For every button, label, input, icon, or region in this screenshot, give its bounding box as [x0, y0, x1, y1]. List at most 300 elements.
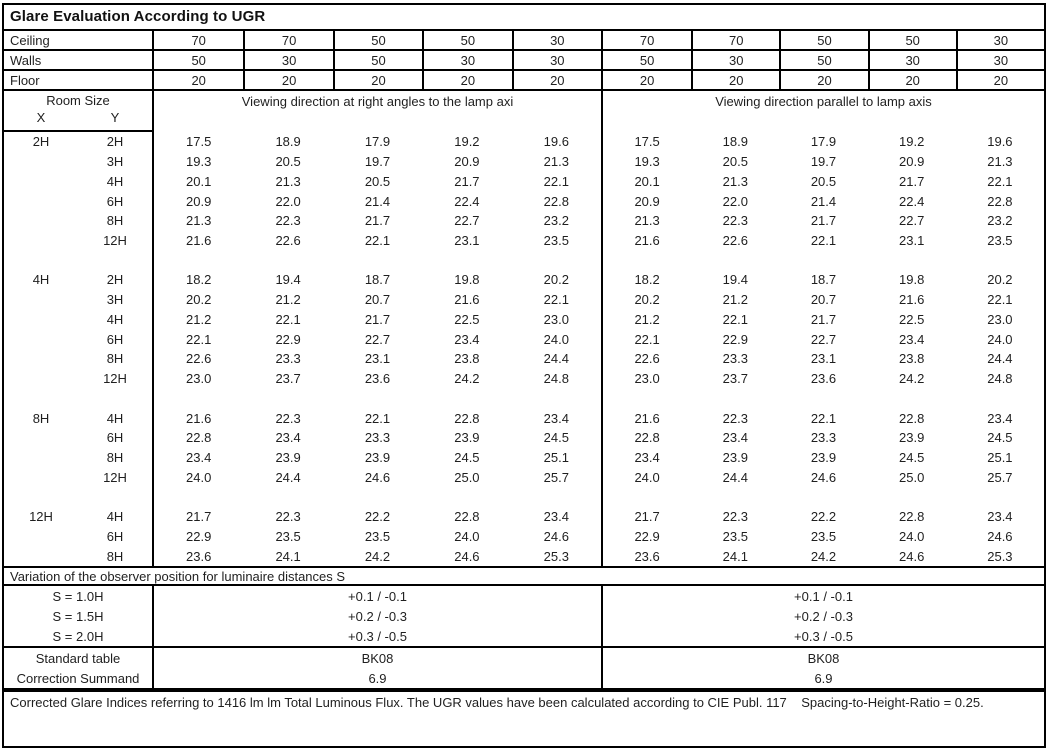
ugr-value: 22.8 [454, 410, 480, 426]
ugr-value: 22.6 [722, 232, 748, 248]
ugr-row [4, 428, 1044, 448]
ugr-values-left [152, 270, 601, 290]
room-y-value: 6H [106, 528, 124, 544]
ugr-value: 22.3 [275, 213, 301, 229]
ugr-value: 21.2 [275, 292, 301, 308]
ugr-values-left [152, 152, 601, 172]
ugr-values-right [601, 507, 1044, 527]
ugr-row [4, 191, 1044, 211]
ugr-row [4, 527, 1044, 547]
ugr-values-right [601, 270, 1044, 290]
ugr-values-grid [4, 132, 1044, 566]
s-distance-label: S = 1.5H [52, 608, 104, 624]
ugr-value: 22.1 [987, 292, 1013, 308]
ugr-value: 23.5 [722, 528, 748, 544]
summary-value-right: 6.9 [601, 668, 1044, 688]
ugr-value: 22.5 [899, 311, 925, 327]
ugr-value: 23.0 [543, 311, 569, 327]
ugr-value: 23.7 [275, 371, 301, 387]
room-x-value [4, 191, 78, 211]
room-size-cells [4, 546, 152, 566]
ugr-value: 23.8 [899, 351, 925, 367]
room-y-value: 6H [106, 193, 124, 209]
ugr-values-right [601, 231, 1044, 251]
room-x-value: 8H [32, 410, 50, 426]
ugr-value: 20.2 [543, 272, 569, 288]
room-size-cells [4, 428, 152, 448]
ugr-values-right [601, 132, 1044, 152]
ugr-values-left [152, 191, 601, 211]
ugr-values-left [152, 290, 601, 310]
ugr-value: 24.1 [275, 548, 301, 564]
ugr-row [4, 369, 1044, 389]
ugr-value: 24.1 [722, 548, 748, 564]
ugr-value: 23.2 [543, 213, 569, 229]
ugr-values-left [152, 448, 601, 468]
viewing-direction-right-angles-header: Viewing direction at right angles to the lamp axi [152, 91, 601, 132]
ugr-value: 24.8 [543, 371, 569, 387]
ugr-value: 19.8 [899, 272, 925, 288]
room-size-cells [4, 250, 152, 270]
room-y-value: 6H [106, 430, 124, 446]
room-x-value [4, 310, 78, 330]
room-y-value: 4H [106, 410, 124, 426]
surface-value: 30 [956, 51, 1044, 69]
room-y-value: 6H [106, 331, 124, 347]
room-y-value: 3H [106, 292, 124, 308]
surface-value: 50 [868, 31, 956, 49]
ugr-value: 23.3 [275, 351, 301, 367]
room-y-value: 4H [106, 509, 124, 525]
ugr-value: 20.1 [186, 173, 212, 189]
ugr-value: 23.6 [810, 371, 837, 387]
ugr-value: 25.0 [454, 469, 480, 485]
surface-value: 30 [956, 31, 1044, 49]
s-variation-right: +0.3 / -0.5 [601, 626, 1044, 646]
room-x-value: 2H [32, 134, 50, 150]
surface-value: 50 [779, 31, 867, 49]
s-distance-row [4, 606, 1044, 626]
ugr-value: 23.6 [186, 548, 212, 564]
surface-value: 20 [956, 71, 1044, 89]
ugr-row [4, 408, 1044, 428]
ugr-value: 20.9 [454, 154, 480, 170]
ugr-value: 24.6 [364, 469, 391, 485]
ugr-value: 23.9 [722, 449, 748, 465]
s-variation-right: +0.1 / -0.1 [601, 586, 1044, 606]
surface-value: 70 [243, 31, 332, 49]
surface-values-left [152, 71, 601, 89]
room-y-value: 8H [106, 449, 124, 465]
ugr-value: 25.7 [987, 469, 1013, 485]
variation-heading: Variation of the observer position for luminaire distances S [4, 566, 1044, 586]
ugr-value: 19.6 [543, 134, 569, 150]
ugr-values-left [152, 349, 601, 369]
ugr-value: 22.1 [275, 311, 301, 327]
room-size-header [4, 91, 152, 132]
summary-value-left: 6.9 [152, 668, 601, 688]
room-size-cells [4, 467, 152, 487]
ugr-value: 21.6 [634, 410, 660, 426]
ugr-value: 23.4 [722, 430, 748, 446]
ugr-value: 23.5 [810, 528, 837, 544]
room-y-value: 12H [103, 469, 127, 485]
ugr-value: 25.3 [543, 548, 569, 564]
room-size-cells [4, 270, 152, 290]
room-size-cells [4, 171, 152, 191]
viewing-direction-parallel-header: Viewing direction parallel to lamp axis [601, 91, 1044, 132]
ugr-value: 23.1 [899, 232, 925, 248]
ugr-value: 23.4 [186, 449, 212, 465]
ugr-value: 22.8 [899, 410, 925, 426]
ugr-value: 22.9 [634, 528, 660, 544]
room-y-value: 2H [106, 134, 124, 150]
ugr-value: 19.2 [454, 134, 480, 150]
ugr-value: 22.2 [810, 509, 837, 525]
ugr-value: 24.0 [899, 528, 925, 544]
ugr-values-right [601, 349, 1044, 369]
ugr-value: 21.6 [186, 232, 212, 248]
s-distance-label: S = 1.0H [52, 588, 104, 604]
room-y-value: 3H [106, 154, 124, 170]
ugr-row [4, 349, 1044, 369]
ugr-value: 21.6 [186, 410, 212, 426]
room-y-value: 8H [106, 351, 124, 367]
ugr-value: 22.3 [275, 410, 301, 426]
ugr-value: 21.3 [543, 154, 569, 170]
room-x-value [4, 211, 78, 231]
ugr-value: 23.9 [454, 430, 480, 446]
ugr-value: 22.9 [722, 331, 748, 347]
room-x-value [4, 231, 78, 251]
ugr-values-left [152, 546, 601, 566]
ugr-values-right [601, 388, 1044, 408]
ugr-value: 21.2 [722, 292, 748, 308]
room-size-label: Room Size [46, 93, 110, 108]
summary-value-right: BK08 [601, 648, 1044, 668]
surface-values-left [152, 31, 601, 49]
ugr-value: 23.1 [454, 232, 480, 248]
ugr-value: 22.7 [364, 331, 391, 347]
room-size-cells [4, 448, 152, 468]
summary-row [4, 648, 1044, 668]
ugr-value: 23.2 [987, 213, 1013, 229]
ugr-value: 20.7 [364, 292, 391, 308]
ugr-value: 22.3 [722, 410, 748, 426]
ugr-value: 25.3 [987, 548, 1013, 564]
surface-value: 20 [333, 71, 422, 89]
ugr-value: 21.2 [186, 311, 212, 327]
ugr-row [4, 132, 1044, 152]
ugr-row [4, 310, 1044, 330]
ugr-values-right [601, 211, 1044, 231]
ugr-values-left [152, 408, 601, 428]
room-size-cells [4, 310, 152, 330]
ugr-value: 22.1 [543, 173, 569, 189]
room-x-value [4, 329, 78, 349]
surface-value: 50 [333, 31, 422, 49]
ugr-value: 23.3 [722, 351, 748, 367]
ugr-value: 23.6 [634, 548, 660, 564]
ugr-value: 21.6 [634, 232, 660, 248]
ugr-value: 21.6 [899, 292, 925, 308]
ugr-row [4, 467, 1044, 487]
ugr-value: 24.0 [186, 469, 212, 485]
s-distance-label: S = 2.0H [52, 628, 104, 644]
room-x-value [4, 369, 78, 389]
ugr-value: 19.7 [364, 154, 391, 170]
surface-value: 30 [422, 51, 511, 69]
ugr-values-right [601, 487, 1044, 507]
room-y-value: 12H [103, 232, 127, 248]
s-variation-left: +0.2 / -0.3 [152, 606, 601, 626]
surface-values-right [601, 71, 1044, 89]
ugr-value: 21.4 [364, 193, 391, 209]
room-x-value [4, 152, 78, 172]
ugr-value: 21.7 [364, 213, 391, 229]
ugr-value: 23.4 [543, 410, 569, 426]
ugr-value: 22.8 [899, 509, 925, 525]
ugr-value: 21.7 [810, 311, 837, 327]
ugr-value: 21.3 [186, 213, 212, 229]
ugr-value: 22.7 [454, 213, 480, 229]
surface-value: 20 [779, 71, 867, 89]
ugr-value: 22.1 [543, 292, 569, 308]
room-size-cells [4, 191, 152, 211]
ugr-value: 20.2 [634, 292, 660, 308]
spacer-row [4, 487, 1044, 507]
ugr-value: 21.4 [810, 193, 837, 209]
room-size-cells [4, 152, 152, 172]
surface-row-walls [4, 51, 1044, 71]
ugr-value: 22.3 [275, 509, 301, 525]
ugr-value: 23.4 [987, 410, 1013, 426]
ugr-value: 24.5 [543, 430, 569, 446]
ugr-value: 18.2 [186, 272, 212, 288]
ugr-value: 24.5 [987, 430, 1013, 446]
surface-value: 30 [512, 31, 601, 49]
x-axis-label: X [36, 110, 46, 125]
ugr-value: 24.4 [987, 351, 1013, 367]
ugr-value: 20.7 [810, 292, 837, 308]
ugr-value: 22.8 [186, 430, 212, 446]
surface-value: 50 [333, 51, 422, 69]
ugr-row [4, 329, 1044, 349]
ugr-value: 23.9 [810, 449, 837, 465]
s-variation-right: +0.2 / -0.3 [601, 606, 1044, 626]
surface-label: Walls [10, 52, 42, 68]
room-x-value: 12H [29, 509, 53, 525]
ugr-value: 19.2 [899, 134, 925, 150]
surface-row-ceiling [4, 31, 1044, 51]
ugr-value: 22.9 [275, 331, 301, 347]
ugr-value: 22.9 [186, 528, 212, 544]
ugr-value: 22.1 [810, 232, 837, 248]
s-variation-left: +0.3 / -0.5 [152, 626, 601, 646]
surface-label: Floor [10, 72, 40, 88]
ugr-row [4, 290, 1044, 310]
ugr-value: 20.9 [186, 193, 212, 209]
ugr-values-left [152, 527, 601, 547]
ugr-value: 19.4 [722, 272, 748, 288]
ugr-value: 22.0 [275, 193, 301, 209]
observer-variation-block [4, 586, 1044, 648]
ugr-value: 23.4 [634, 449, 660, 465]
ugr-value: 20.5 [275, 154, 301, 170]
ugr-value: 21.3 [987, 154, 1013, 170]
table-title: Glare Evaluation According to UGR [4, 5, 1044, 31]
room-size-cells [4, 487, 152, 507]
ugr-value: 23.4 [543, 509, 569, 525]
summary-block [4, 648, 1044, 688]
ugr-values-left [152, 231, 601, 251]
ugr-values-left [152, 211, 601, 231]
ugr-value: 23.8 [454, 351, 480, 367]
ugr-value: 23.9 [275, 449, 301, 465]
surface-value: 70 [191, 32, 206, 48]
ugr-value: 22.3 [722, 213, 748, 229]
spacer-row [4, 388, 1044, 408]
surface-row-floor [4, 71, 1044, 91]
ugr-value: 21.7 [364, 311, 391, 327]
surface-value: 50 [422, 31, 511, 49]
ugr-value: 25.1 [543, 449, 569, 465]
spacer-row [4, 250, 1044, 270]
ugr-values-right [601, 546, 1044, 566]
ugr-value: 21.7 [899, 173, 925, 189]
surface-value: 30 [868, 51, 956, 69]
room-size-cells [4, 211, 152, 231]
summary-value-left: BK08 [152, 648, 601, 668]
ugr-value: 23.1 [364, 351, 391, 367]
ugr-values-right [601, 171, 1044, 191]
ugr-value: 22.7 [810, 331, 837, 347]
ugr-values-left [152, 250, 601, 270]
ugr-value: 22.8 [634, 430, 660, 446]
surface-value: 30 [243, 51, 332, 69]
ugr-value: 23.5 [364, 528, 391, 544]
ugr-values-right [601, 369, 1044, 389]
room-x-value [4, 527, 78, 547]
ugr-value: 23.4 [275, 430, 301, 446]
ugr-value: 18.2 [634, 272, 660, 288]
ugr-value: 21.3 [722, 173, 748, 189]
ugr-value: 20.2 [186, 292, 212, 308]
ugr-value: 21.2 [634, 311, 660, 327]
ugr-value: 22.1 [634, 331, 660, 347]
ugr-values-left [152, 329, 601, 349]
ugr-values-right [601, 527, 1044, 547]
ugr-value: 24.8 [987, 371, 1013, 387]
room-y-value: 12H [103, 371, 127, 387]
ugr-values-left [152, 428, 601, 448]
ugr-value: 20.5 [364, 173, 391, 189]
ugr-value: 23.1 [810, 351, 837, 367]
room-x-value [4, 467, 78, 487]
ugr-value: 21.7 [186, 509, 212, 525]
room-x-value [4, 349, 78, 369]
ugr-value: 25.7 [543, 469, 569, 485]
ugr-value: 25.0 [899, 469, 925, 485]
ugr-value: 24.6 [454, 548, 480, 564]
surface-value: 20 [639, 72, 655, 88]
ugr-value: 22.4 [899, 193, 925, 209]
ugr-value: 23.7 [722, 371, 748, 387]
ugr-value: 22.5 [454, 311, 480, 327]
ugr-value: 22.0 [722, 193, 748, 209]
summary-label: Standard table [35, 650, 121, 666]
room-x-value [4, 428, 78, 448]
ugr-value: 22.3 [722, 509, 748, 525]
ugr-value: 23.0 [186, 371, 212, 387]
ugr-value: 23.4 [987, 509, 1013, 525]
ugr-row [4, 171, 1044, 191]
s-variation-left: +0.1 / -0.1 [152, 586, 601, 606]
ugr-value: 22.6 [186, 351, 212, 367]
room-x-value [4, 171, 78, 191]
room-size-cells [4, 290, 152, 310]
ugr-value: 18.7 [810, 272, 837, 288]
room-size-cells [4, 329, 152, 349]
ugr-value: 20.9 [634, 193, 660, 209]
surface-value: 20 [868, 71, 956, 89]
ugr-value: 22.7 [899, 213, 925, 229]
ugr-values-right [601, 428, 1044, 448]
y-axis-label: Y [110, 110, 120, 125]
glare-evaluation-table [2, 3, 1046, 690]
surface-reflectance-rows [4, 31, 1044, 91]
ugr-value: 24.6 [899, 548, 925, 564]
ugr-values-left [152, 507, 601, 527]
ugr-values-left [152, 388, 601, 408]
ugr-value: 22.1 [722, 311, 748, 327]
ugr-value: 23.6 [364, 371, 391, 387]
ugr-value: 19.6 [987, 134, 1013, 150]
ugr-value: 22.1 [987, 173, 1013, 189]
summary-label: Correction Summand [16, 670, 140, 686]
ugr-value: 17.5 [186, 134, 212, 150]
ugr-value: 24.0 [543, 331, 569, 347]
ugr-value: 20.1 [634, 173, 660, 189]
ugr-value: 19.7 [810, 154, 837, 170]
ugr-value: 23.0 [634, 371, 660, 387]
footer-note: Corrected Glare Indices referring to 1416 lm lm Total Luminous Flux. The UGR values have been calculated according to CIE Publ. 117 Spacing-to-Height-Ratio = 0.25. [2, 690, 1046, 748]
surface-value: 30 [512, 51, 601, 69]
ugr-value: 18.7 [364, 272, 391, 288]
ugr-values-left [152, 467, 601, 487]
ugr-value: 24.4 [543, 351, 569, 367]
room-x-value: 4H [32, 272, 50, 288]
room-size-cells [4, 408, 152, 428]
ugr-value: 22.1 [810, 410, 837, 426]
ugr-value: 21.3 [634, 213, 660, 229]
s-distance-row [4, 586, 1044, 606]
ugr-values-right [601, 290, 1044, 310]
ugr-value: 22.8 [454, 509, 480, 525]
ugr-value: 22.6 [634, 351, 660, 367]
ugr-values-right [601, 152, 1044, 172]
s-distance-row [4, 626, 1044, 646]
ugr-value: 17.9 [810, 134, 837, 150]
surface-value: 20 [191, 72, 206, 88]
room-y-value: 8H [106, 548, 124, 564]
ugr-value: 25.1 [987, 449, 1013, 465]
ugr-value: 24.0 [987, 331, 1013, 347]
ugr-value: 19.3 [186, 154, 212, 170]
ugr-values-right [601, 310, 1044, 330]
room-x-value [4, 290, 78, 310]
ugr-value: 21.3 [275, 173, 301, 189]
